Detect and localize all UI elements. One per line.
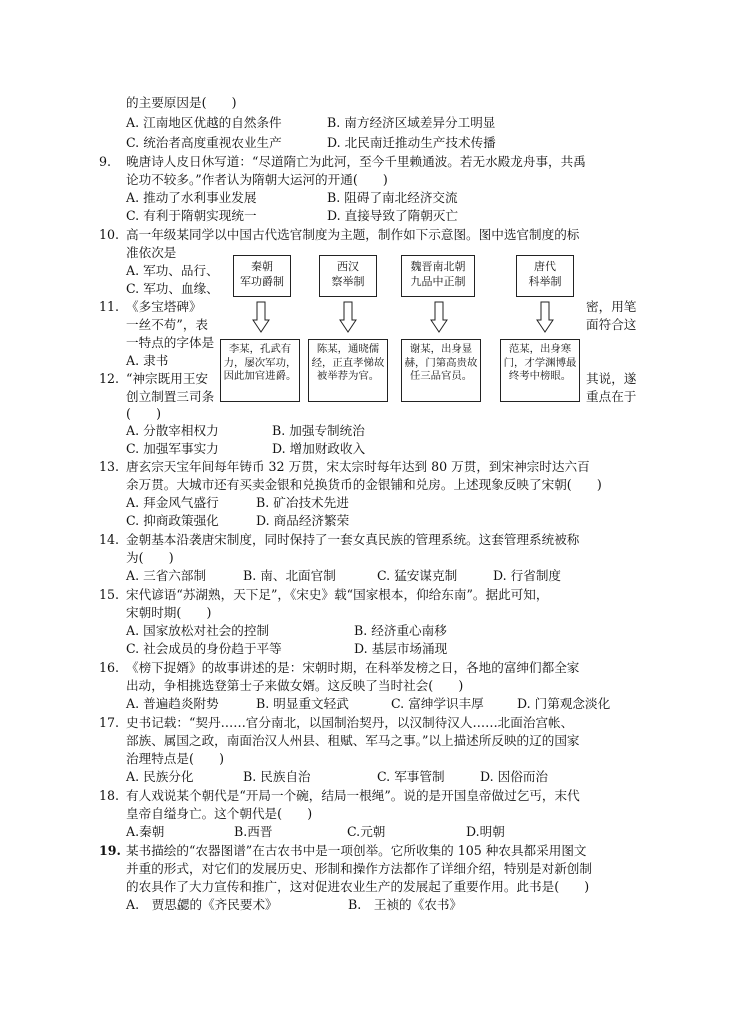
q13-stem-line1: 唐玄宗天宝年间每年铸币 32 万贯，宋太宗时每年达到 80 万贯，到宋神宗时达六百: [126, 459, 590, 474]
diagram-head-tang-text: 唐代 科举制: [528, 260, 562, 288]
q8-option-d[interactable]: D. 北民南迁推动生产技术传播: [327, 135, 496, 150]
q11-stem-line3-left: 一特点的字体是: [126, 335, 215, 350]
q12-stem-line1-right: 其说，遂: [586, 371, 637, 386]
q15-option-a[interactable]: A. 国家放松对社会的控制: [126, 623, 270, 638]
q14-option-a[interactable]: A. 三省六部制: [126, 568, 207, 583]
q11-stem-line2-right: 面符合这: [586, 317, 637, 332]
q15-stem-line1: 宋代谚语“苏湖熟，天下足”，《宋史》载“国家根本，仰给东南”。据此可知，: [126, 587, 549, 602]
q17-number: 17.: [99, 715, 120, 730]
q19-option-a[interactable]: A. 贾思勰的《齐民要术》: [126, 897, 278, 912]
q12-stem-line3: ( ): [126, 406, 162, 421]
q8-option-b[interactable]: B. 南方经济区域差异分工明显: [327, 115, 496, 130]
q18-option-c[interactable]: C.元朝: [347, 824, 386, 839]
q16-option-a[interactable]: A. 普遍趋炎附势: [126, 696, 219, 711]
q18-stem-line1: 有人戏说某个朝代是“开局一个碗，结局一根绳”。说的是开国皇帝做过乞丐，末代: [126, 788, 580, 803]
diagram-desc-weijin-text: 谢某，出身显赫，门第高贵故任三品官员。: [404, 343, 478, 382]
diagram-desc-xihan: [308, 339, 388, 402]
q17-option-b[interactable]: B. 民族自治: [243, 769, 311, 784]
q16-stem-line1: 《榜下捉婿》的故事讲述的是：宋朝时期，在科举发榜之日，各地的富绅们都全家: [126, 660, 580, 675]
q14-stem-line2: 为( ): [126, 550, 174, 565]
q19-option-b[interactable]: B. 王祯的《农书》: [348, 897, 463, 912]
q17-option-a[interactable]: A. 民族分化: [126, 769, 194, 784]
q10-option-c[interactable]: C. 军功、血缘、: [126, 281, 219, 296]
q16-option-c[interactable]: C. 富绅学识丰厚: [391, 696, 484, 711]
q15-number: 15.: [99, 587, 120, 602]
diagram-head-qin: [233, 255, 291, 297]
q9-option-b[interactable]: B. 阻碍了南北经济交流: [327, 190, 458, 205]
q10-number: 10.: [99, 227, 120, 242]
q11-stem-line1-right: 密，用笔: [586, 299, 637, 314]
q8-stem-tail: 的主要原因是( ): [126, 95, 237, 110]
q16-stem-line2: 出动，争相挑选登第士子来做女婿。这反映了当时社会( ): [126, 678, 464, 693]
q13-option-a[interactable]: A. 拜金风气盛行: [126, 495, 219, 510]
q15-option-d[interactable]: D. 基层市场涌现: [354, 641, 448, 656]
q13-stem-line2: 余万贯。大城市还有买卖金银和兑换货币的金银铺和兑房。上述现象反映了宋朝( ): [126, 477, 602, 492]
q17-stem-line1: 史书记载：“契丹……官分南北，以国制治契丹，以汉制待汉人……北面治宫帐、: [126, 715, 574, 730]
q16-option-d[interactable]: D. 门第观念淡化: [517, 696, 611, 711]
q12-option-d[interactable]: D. 增加财政收入: [272, 441, 366, 456]
diagram-head-weijin: [401, 255, 475, 297]
diagram-head-xihan: [319, 255, 377, 297]
q9-option-a[interactable]: A. 推动了水利事业发展: [126, 190, 257, 205]
diagram-desc-tang-text: 范某，出身寒门，才学渊博最终考中榜眼。: [503, 343, 577, 382]
diagram-arrow-2: [339, 301, 357, 333]
q17-stem-line2: 部族、属国之政，南面治汉人州县、租赋、军马之事。”以上描述所反映的辽的国家: [126, 733, 580, 748]
q9-stem-line2: 论功不较多。”作者认为隋朝大运河的开通( ): [126, 172, 388, 187]
q9-stem-line1: 晚唐诗人皮日休写道：“尽道隋亡为此河，至今千里赖通波。若无水殿龙舟事，共禹: [126, 154, 586, 169]
diagram-desc-weijin: [401, 339, 481, 402]
q19-stem-line1: 某书描绘的“农器图谱”在古农书中是一项创举。它所收集的 105 种农具都采用图文: [126, 843, 587, 858]
q14-stem-line1: 金朝基本沿袭唐宋制度，同时保持了一套女真民族的管理系统。这套管理系统被称: [126, 532, 580, 547]
q17-option-c[interactable]: C. 军事管制: [377, 769, 445, 784]
q11-number: 11.: [99, 299, 120, 314]
q18-option-d[interactable]: D.明朝: [466, 824, 505, 839]
diagram-arrow-4: [536, 301, 554, 333]
diagram-arrow-1: [252, 301, 270, 333]
diagram-head-tang: [516, 255, 574, 297]
q18-stem-line2: 皇帝自缢身亡。这个朝代是( ): [126, 806, 313, 821]
q16-number: 16.: [99, 660, 120, 675]
q14-option-d[interactable]: D. 行省制度: [493, 568, 562, 583]
q15-option-c[interactable]: C. 社会成员的身份趋于平等: [126, 641, 282, 656]
q13-option-c[interactable]: C. 抑商政策强化: [126, 513, 219, 528]
diagram-desc-qin: [220, 339, 300, 402]
q9-number: 9.: [99, 154, 112, 169]
q12-option-a[interactable]: A. 分散宰相权力: [126, 423, 219, 438]
diagram-desc-qin-text: 李某，孔武有力，屡次军功，因此加官进爵。: [223, 343, 297, 382]
q14-option-c[interactable]: C. 猛安谋克制: [377, 568, 458, 583]
q12-stem-line1-left: “神宗既用王安: [126, 371, 209, 386]
diagram-head-xihan-text: 西汉 察举制: [331, 260, 365, 288]
q12-stem-line2-left: 创立制置三司条: [126, 389, 215, 404]
q10-stem-line2: 准依次是: [126, 245, 177, 260]
q15-stem-line2: 宋朝时期( ): [126, 605, 212, 620]
q13-option-d[interactable]: D. 商品经济繁荣: [256, 513, 350, 528]
q19-stem-line2: 并重的形式，对它们的发展历史、形制和操作方法都作了详细介绍，特别是对新创制: [126, 861, 592, 876]
diagram-desc-tang: [500, 339, 580, 402]
q19-number: 19.: [99, 843, 121, 858]
q12-number: 12.: [99, 371, 120, 386]
diagram-head-weijin-text: 魏晋南北朝 九品中正制: [410, 260, 466, 288]
q12-option-c[interactable]: C. 加强军事实力: [126, 441, 219, 456]
diagram-desc-xihan-text: 陈某，通晓儒经，正直孝悌故被举荐为官。: [311, 343, 385, 382]
q16-option-b[interactable]: B. 明显重文轻武: [256, 696, 349, 711]
diagram-head-qin-text: 秦朝 军功爵制: [240, 260, 284, 288]
q18-option-b[interactable]: B.西晋: [234, 824, 273, 839]
q15-option-b[interactable]: B. 经济重心南移: [354, 623, 447, 638]
q8-option-c[interactable]: C. 统治者高度重视农业生产: [126, 135, 282, 150]
q8-option-a[interactable]: A. 江南地区优越的自然条件: [126, 115, 282, 130]
q19-stem-line3: 的农具作了大力宣传和推广，这对促进农业生产的发展起了重要作用。此书是( ): [126, 879, 590, 894]
q12-option-b[interactable]: B. 加强专制统治: [272, 423, 365, 438]
q18-option-a[interactable]: A.秦朝: [126, 824, 165, 839]
diagram-arrow-3: [430, 301, 448, 333]
q18-number: 18.: [99, 788, 120, 803]
q13-option-b[interactable]: B. 矿冶技术先进: [256, 495, 349, 510]
q9-option-c[interactable]: C. 有利于隋朝实现统一: [126, 208, 257, 223]
q13-number: 13.: [99, 459, 120, 474]
q17-option-d[interactable]: D. 因俗而治: [480, 769, 549, 784]
q14-number: 14.: [99, 532, 120, 547]
q10-stem-line1: 高一年级某同学以中国古代选官制度为主题，制作如下示意图。图中选官制度的标: [126, 227, 580, 242]
q9-option-d[interactable]: D. 直接导致了隋朝灭亡: [327, 208, 458, 223]
q11-stem-line1-left: 《多宝塔碑》: [126, 299, 202, 314]
q10-option-a[interactable]: A. 军功、品行、: [126, 263, 219, 278]
q11-option-a[interactable]: A. 隶书: [126, 353, 169, 368]
q11-stem-line2-left: 一丝不苟”，表: [126, 317, 209, 332]
q12-stem-line2-right: 重点在于: [586, 389, 637, 404]
q14-option-b[interactable]: B. 南、北面官制: [243, 568, 336, 583]
q17-stem-line3: 治理特点是( ): [126, 751, 224, 766]
